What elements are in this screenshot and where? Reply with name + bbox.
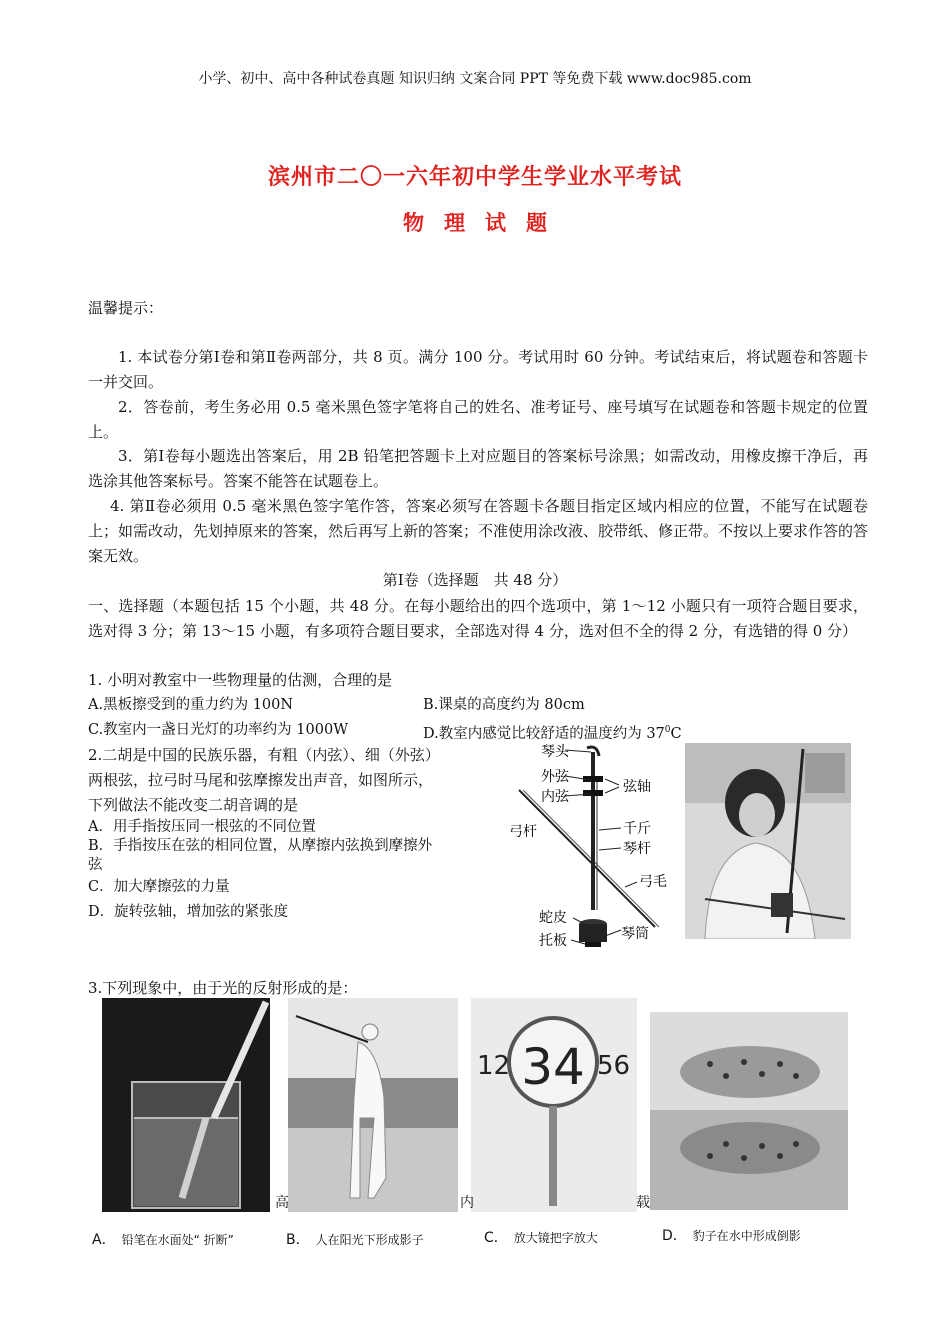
subject-char: 题 — [526, 211, 547, 235]
erhu-tube — [579, 924, 607, 942]
photo-magnifier — [471, 998, 637, 1212]
label-skin: 蛇皮 — [539, 910, 567, 926]
exam-subject — [0, 207, 950, 237]
leader-neck — [599, 848, 621, 850]
caption-d — [662, 1225, 801, 1245]
tip-item-4: 4. 第Ⅱ卷必须用 0.5 毫米黑色签字笔作答，答案必须写在答题卡各题目指定区域内相应的位置，不能写在试题卷上；如需改动，先划掉原来的答案，然后再写上新的答案；不准使用涂改液、胶带纸、修正带。不按以上要求作答的答案无效。 — [88, 497, 869, 565]
watermark-fragment: 内 — [460, 1195, 474, 1211]
label-inner: 内弦 — [541, 789, 569, 805]
q1-option-a: A.黑板擦受到的重力约为 100N — [88, 697, 294, 713]
peg-lower — [583, 790, 603, 796]
tip-item-2: 2．答卷前，考生务必用 0.5 毫米黑色签字笔将自己的姓名、准考证号、座号填写在试题卷和答题卡规定的位置上。 — [88, 398, 868, 441]
label-plate: 托板 — [539, 933, 567, 949]
section-title: 第Ⅰ卷（选择题 共 48 分） — [382, 571, 568, 589]
caption-letter: D． — [662, 1228, 687, 1244]
watermark-fragment: 高 — [275, 1195, 289, 1211]
caption-text: 人在阳光下形成影子 — [315, 1233, 424, 1247]
q2-option-c: C．加大摩擦弦的力量 — [88, 879, 230, 895]
caption-text: 放大镜把字放大 — [513, 1231, 598, 1245]
caption-text: 铅笔在水面处“ 折断” — [121, 1233, 234, 1247]
photo-pencil-in-water — [102, 998, 270, 1212]
page-header: 小学、初中、高中各种试卷真题 知识归纳 文案合同 PPT 等免费下载 www.doc985.com — [198, 71, 752, 87]
caption-c — [484, 1227, 598, 1247]
erhu-plate — [585, 942, 601, 947]
magnifier-text-right: 56 — [597, 1051, 631, 1081]
label-tube: 琴筒 — [621, 926, 649, 942]
photo-leopard-reflection — [650, 1012, 848, 1210]
q2-option-b-cont: 弦 — [88, 857, 103, 873]
leader-hair — [625, 882, 637, 887]
caption-letter: C． — [484, 1230, 508, 1246]
watermark-fragment: 载 — [636, 1195, 650, 1211]
leader-peg-1 — [605, 779, 619, 785]
q2-stem-line-3: 下列做法不能改变二胡音调的是 — [88, 796, 299, 814]
leader-peg-2 — [605, 787, 619, 793]
caption-b — [286, 1229, 424, 1249]
label-head: 琴头 — [541, 744, 569, 760]
q2-option-a: A．用手指按压同一根弦的不同位置 — [88, 819, 316, 835]
q1-option-b: B.课桌的高度约为 80cm — [423, 697, 585, 713]
caption-text: 豹子在水中形成倒影 — [692, 1229, 801, 1243]
label-bow: 弓杆 — [509, 824, 537, 840]
q1-option-d-text: D.教室内感觉比较舒适的温度约为 37 — [423, 725, 665, 742]
caption-a — [92, 1229, 234, 1249]
q1-option-d-unit: C — [670, 725, 682, 742]
caption-letter: A． — [92, 1232, 116, 1248]
q2-option-b: B．手指按压在弦的相同位置，从摩擦内弦换到摩擦外 — [88, 838, 433, 854]
label-peg: 弦轴 — [623, 779, 651, 795]
q1-option-c: C.教室内一盏日光灯的功率约为 1000W — [88, 722, 349, 738]
tips-heading: 温馨提示： — [88, 299, 164, 317]
q2-option-d: D．旋转弦轴，增加弦的紧张度 — [88, 904, 289, 920]
tip-item-3: 3．第Ⅰ卷每小题选出答案后，用 2B 铅笔把答题卡上对应题目的答案标号涂黑；如需改动，用橡皮擦干净后，再选涂其他答案标号。答案不能答在试题卷上。 — [88, 447, 868, 490]
section-instructions: 一、选择题（本题包括 15 个小题，共 48 分。在每小题给出的四个选项中，第 1～12 小题只有一项符合题目要求，选对得 3 分；第 13～15 小题，有多项符合题目要求，全部选对得 4 分，选对但不全的得 2 分，有选错的得 0 分） — [88, 597, 868, 640]
leader-jin — [599, 828, 621, 830]
magnifier-text-left: 12 — [477, 1051, 511, 1081]
leader-tube — [605, 930, 621, 936]
bow-stick — [519, 790, 655, 927]
label-neck: 琴杆 — [623, 841, 651, 857]
erhu-player-photo — [685, 743, 851, 939]
photo-golfer — [288, 998, 458, 1212]
caption-letter: B． — [286, 1232, 310, 1248]
label-outer: 外弦 — [541, 769, 569, 785]
q1-stem: 1. 小明对教室中一些物理量的估测，合理的是 — [88, 671, 393, 689]
erhu-diagram — [505, 740, 680, 952]
magnifier-text-center: 34 — [521, 1038, 585, 1096]
q1-option-d-sup: 0 — [664, 725, 671, 735]
q3-stem: 3.下列现象中，由于光的反射形成的是： — [88, 979, 358, 997]
q2-stem-line-2: 两根弦，拉弓时马尾和弦摩擦发出声音，如图所示， — [88, 771, 434, 789]
label-hair: 弓毛 — [639, 874, 667, 890]
exam-title: 滨州市二〇一六年初中学生学业水平考试 — [267, 165, 682, 190]
subject-char: 试 — [485, 211, 506, 235]
subject-char: 理 — [444, 211, 465, 235]
q2-stem-line-1: 2.二胡是中国的民族乐器，有粗（内弦）、细（外弦） — [88, 746, 440, 764]
tip-item-1: 1. 本试卷分第Ⅰ卷和第Ⅱ卷两部分，共 8 页。满分 100 分。考试用时 60 分钟。考试结束后，将试题卷和答题卡一并交回。 — [88, 348, 868, 391]
subject-char: 物 — [403, 211, 424, 235]
label-jin: 千斤 — [623, 821, 651, 837]
